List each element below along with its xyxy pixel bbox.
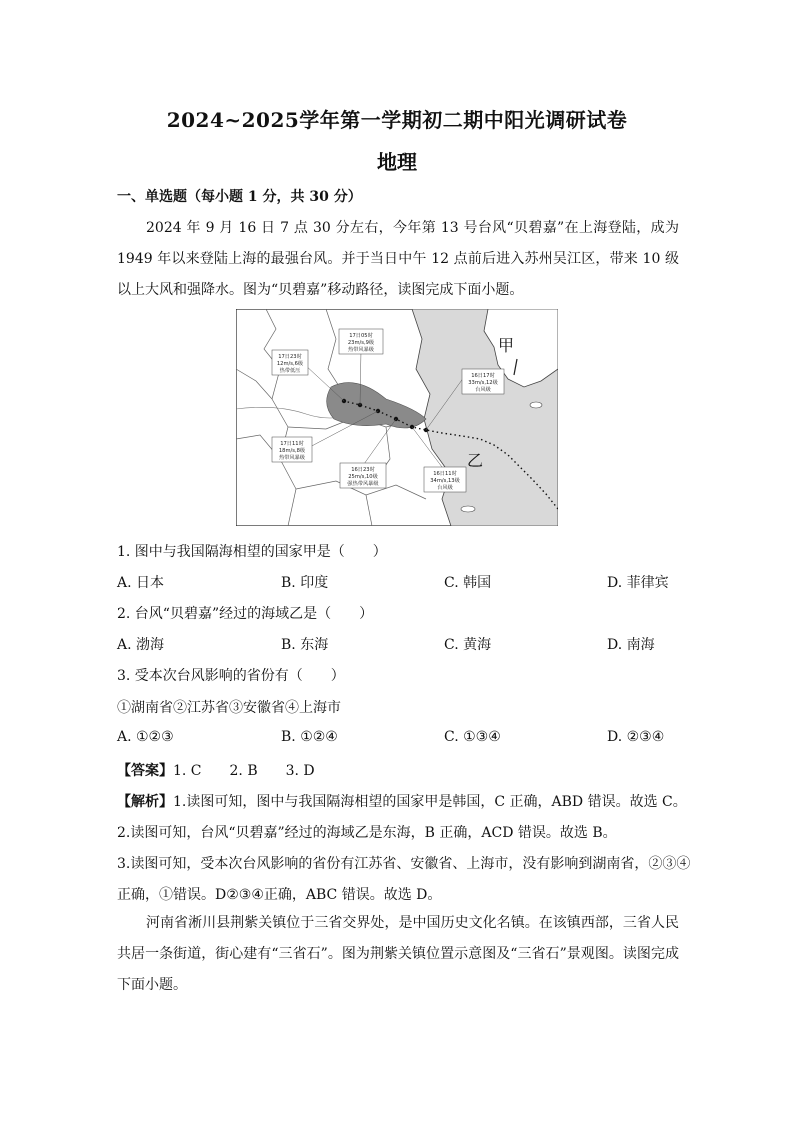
q3-option-d: D. ②③④ bbox=[607, 729, 665, 745]
answer-line bbox=[117, 760, 315, 780]
info-box-line: 16日23时 bbox=[351, 467, 375, 473]
typhoon-track-map bbox=[236, 309, 558, 526]
info-box-line: 热带风暴级 bbox=[348, 347, 374, 353]
q2-option-b: B. 东海 bbox=[281, 637, 329, 653]
subject-title: 地理 bbox=[377, 150, 417, 174]
info-box-line: 16日17时 bbox=[471, 373, 495, 379]
info-box-line: 23m/s,9级 bbox=[347, 340, 375, 346]
label-yi: 乙 bbox=[467, 451, 484, 470]
analysis-line-1 bbox=[117, 791, 687, 811]
analysis-text-1: 1.读图可知，图中与我国隔海相望的国家甲是韩国，C 正确，ABD 错误。故选 C。 bbox=[173, 794, 687, 810]
q1-option-c: C. 韩国 bbox=[444, 575, 492, 591]
info-box bbox=[340, 463, 386, 488]
info-box-line: 强热带风暴级 bbox=[347, 481, 379, 487]
q3-option-b: B. ①②④ bbox=[281, 729, 338, 745]
intro-paragraph-1: 2024 年 9 月 16 日 7 点 30 分左右，今年第 13 号台风“贝碧嘉”在上海登陆，成为 1949 年以来登陆上海的最强台风。并于当日中午 12 点前后进入苏州吴江区，带来 10 级以上大风和强降水。图为“贝碧嘉”移动路径，读图完成下面小题。 bbox=[117, 220, 679, 298]
question-3-items: ①湖南省②江苏省③安徽省④上海市 bbox=[117, 700, 341, 716]
info-box-line: 18m/s,8级 bbox=[278, 448, 306, 454]
q3-option-a: A. ①②③ bbox=[117, 729, 174, 745]
analysis-line-2: 2.读图可知，台风“贝碧嘉”经过的海域乙是东海，B 正确，ACD 错误。故选 B。 bbox=[117, 825, 617, 841]
island bbox=[461, 506, 475, 512]
info-box-line: 25m/s,10级 bbox=[348, 474, 378, 480]
info-box-line: 34m/s,13级 bbox=[430, 478, 460, 484]
q1-option-d: D. 菲律宾 bbox=[607, 575, 669, 591]
info-box-line: 17日23时 bbox=[278, 354, 302, 360]
info-box-line: 17日11时 bbox=[280, 441, 304, 447]
analysis-line-3a: 3.读图可知，受本次台风影响的省份有江苏省、安徽省、上海市，没有影响到湖南省，②③④ bbox=[117, 856, 691, 872]
info-box-line: 16日11时 bbox=[433, 471, 457, 477]
q2-option-c: C. 黄海 bbox=[444, 637, 492, 653]
answer-label: 【答案】 bbox=[117, 763, 173, 779]
info-box bbox=[339, 329, 383, 354]
answer-text: 1. C 2. B 3. D bbox=[173, 763, 315, 779]
page-title: 2024~2025学年第一学期初二期中阳光调研试卷 bbox=[166, 108, 628, 132]
analysis-label: 【解析】 bbox=[117, 794, 173, 810]
info-box-line: 台风级 bbox=[475, 387, 491, 393]
info-box-line: 热带低压 bbox=[279, 368, 301, 374]
q1-option-b: B. 印度 bbox=[281, 575, 329, 591]
info-box-line: 台风级 bbox=[437, 485, 453, 491]
question-2: 2. 台风“贝碧嘉”经过的海域乙是（ ） bbox=[117, 606, 374, 622]
question-1: 1. 图中与我国隔海相望的国家甲是（ ） bbox=[117, 544, 387, 560]
info-box bbox=[272, 437, 312, 462]
q1-option-a: A. 日本 bbox=[117, 575, 165, 591]
info-box-line: 12m/s,6级 bbox=[276, 361, 304, 367]
intro-paragraph-2: 河南省淅川县荆紫关镇位于三省交界处，是中国历史文化名镇。在该镇西部，三省人民共居一条街道，街心建有“三省石”。图为荆紫关镇位置示意图及“三省石”景观图。读图完成下面小题。 bbox=[117, 915, 679, 993]
q2-option-d: D. 南海 bbox=[607, 637, 655, 653]
question-3: 3. 受本次台风影响的省份有（ ） bbox=[117, 668, 345, 684]
info-box-line: 17日05时 bbox=[349, 333, 373, 339]
info-box-line: 热带风暴级 bbox=[279, 455, 305, 461]
label-jia: 甲 bbox=[498, 336, 515, 355]
analysis-line-3b: 正确，①错误。D②③④正确，ABC 错误。故选 D。 bbox=[117, 887, 442, 903]
q3-option-c: C. ①③④ bbox=[444, 729, 501, 745]
info-box bbox=[462, 369, 504, 394]
info-box bbox=[424, 467, 466, 492]
section-heading: 一、单选题（每小题 1 分，共 30 分） bbox=[117, 189, 362, 205]
info-box-line: 33m/s,12级 bbox=[468, 380, 498, 386]
island bbox=[530, 402, 542, 408]
q2-option-a: A. 渤海 bbox=[117, 637, 165, 653]
info-box bbox=[272, 350, 308, 375]
